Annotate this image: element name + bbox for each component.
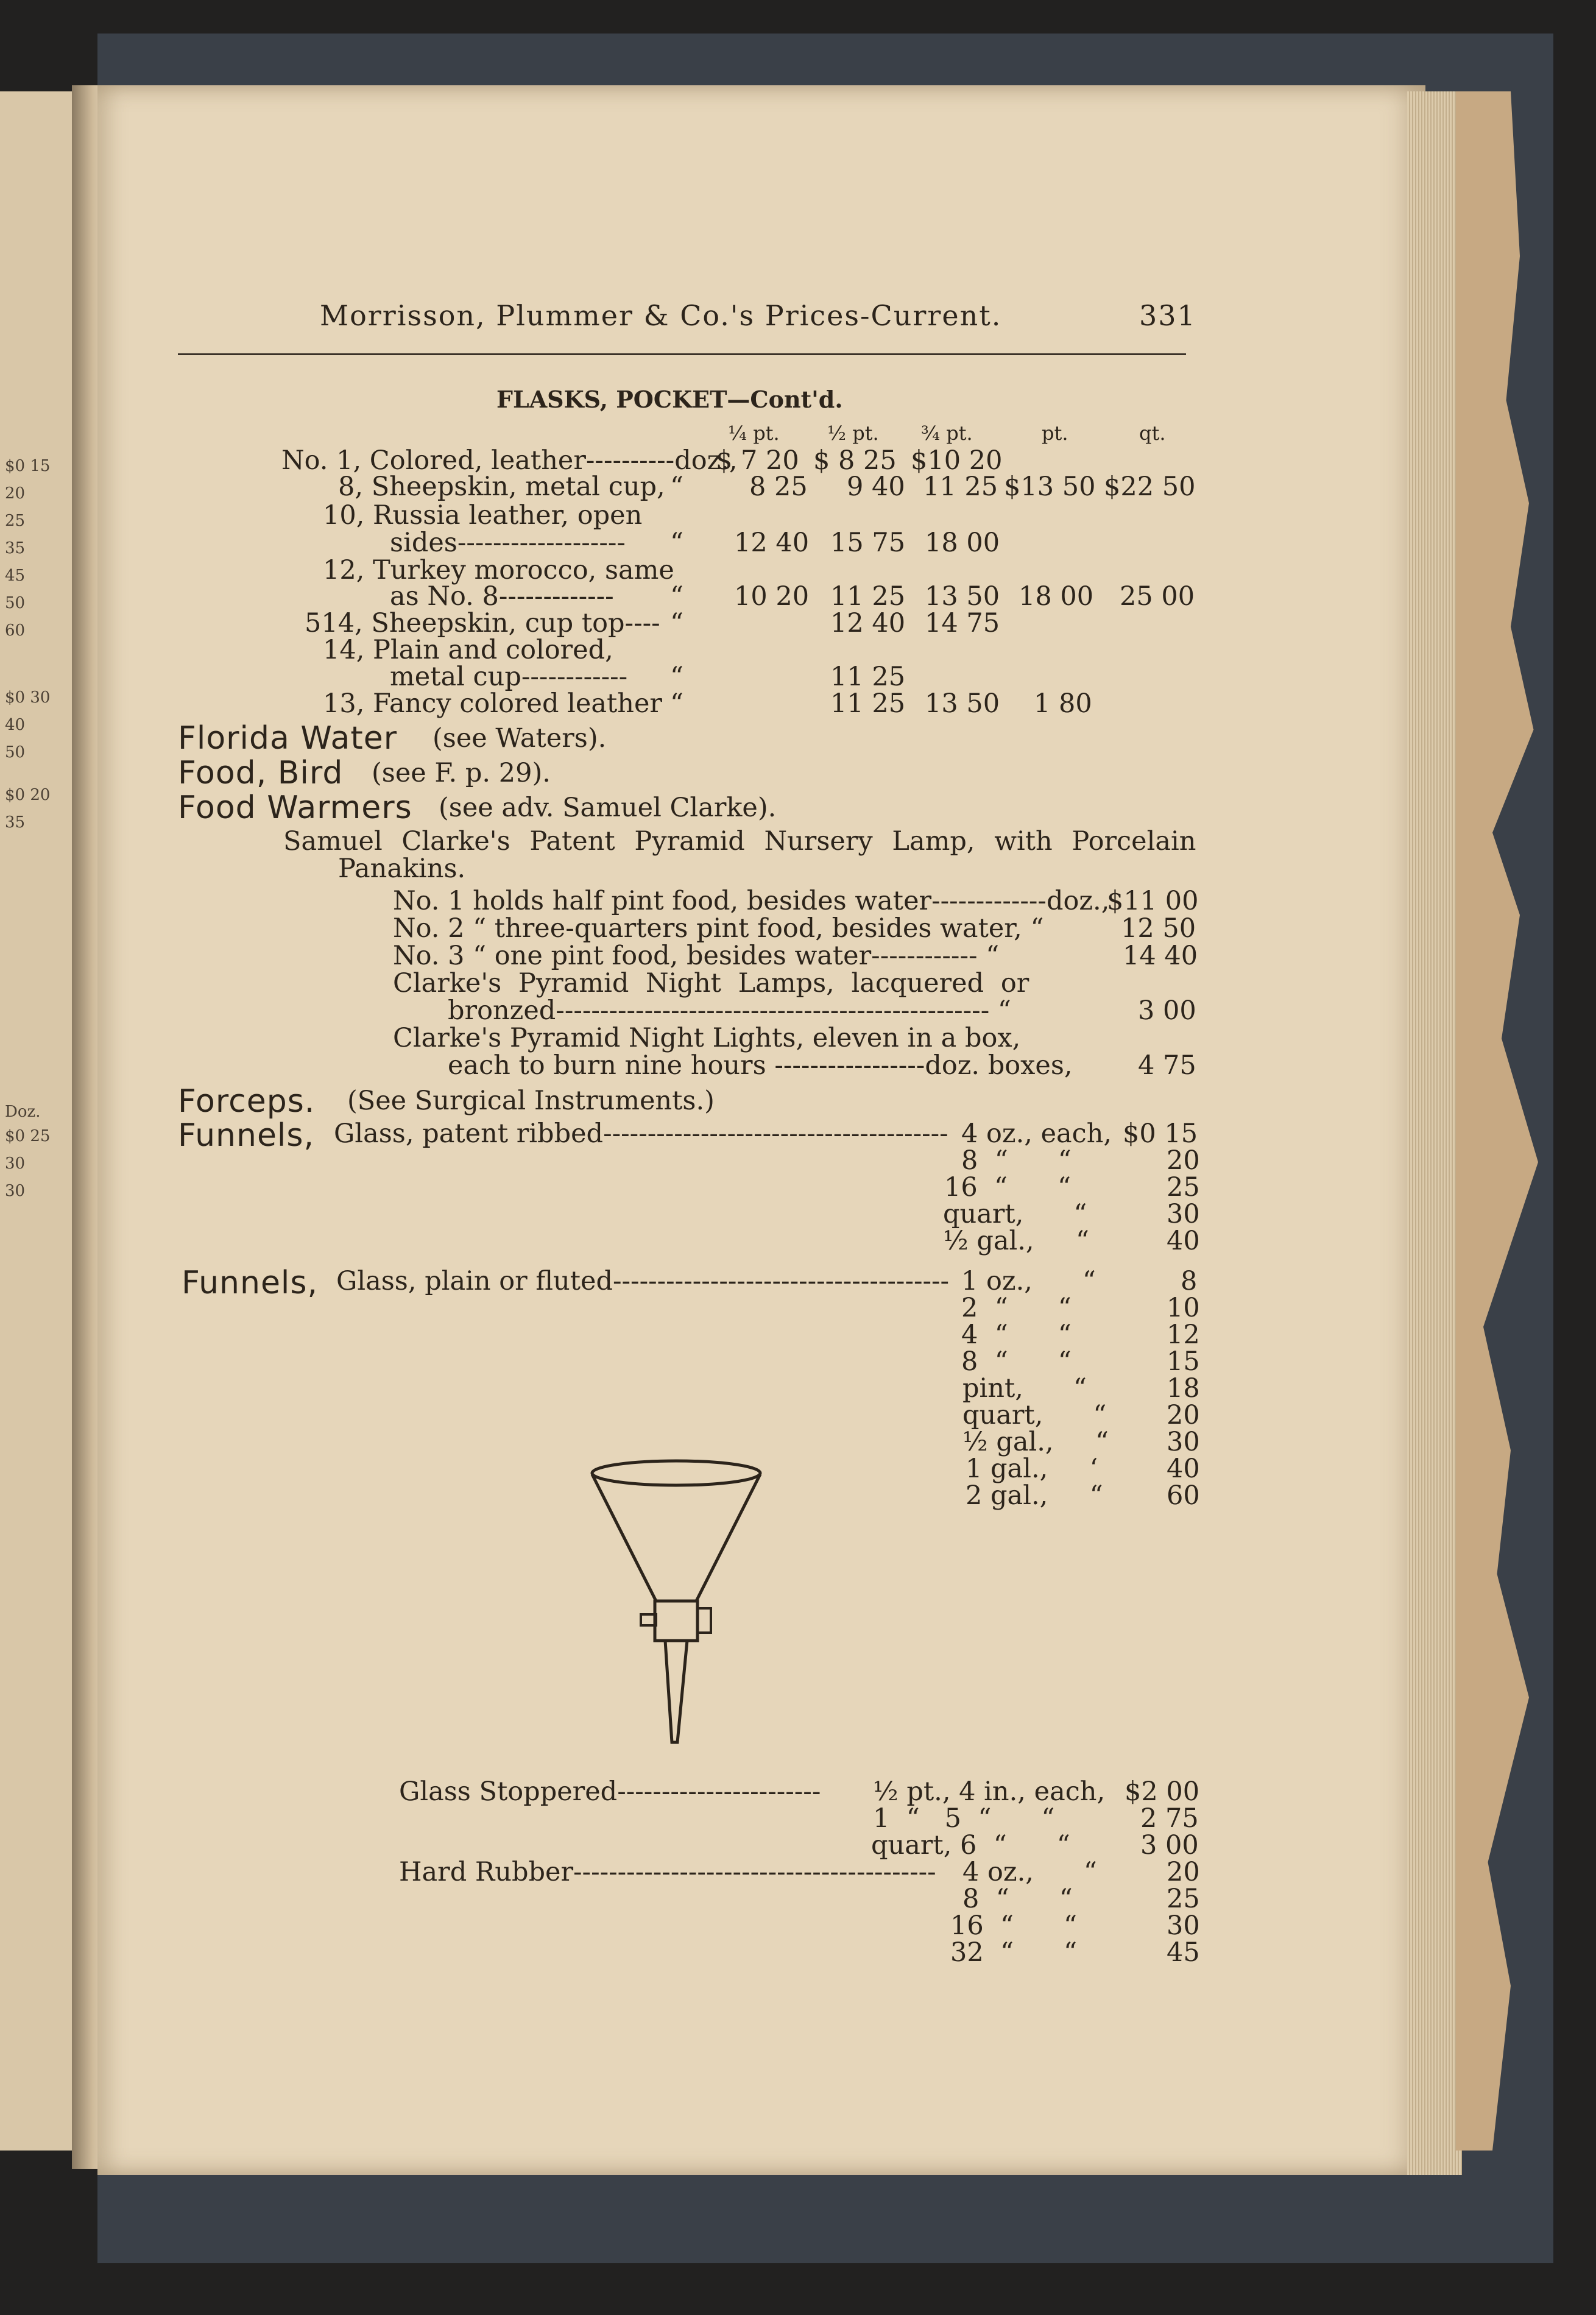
product-description: Samuel Clarke's Patent Pyramid Nursery Lamp, with Porcelain — [283, 826, 1196, 857]
size-cell: 1 oz., “ — [961, 1266, 1096, 1296]
price-cell: 18 00 — [1019, 581, 1094, 612]
price-cell: $13 50 — [1004, 472, 1096, 502]
product-line: Clarke's Pyramid Night Lights, eleven in a box, — [393, 1023, 1021, 1053]
entry-reference: (See Surgical Instruments.) — [347, 1086, 715, 1116]
price-cell: 30 — [1167, 1427, 1200, 1457]
price-cell: 60 — [1167, 1480, 1200, 1511]
price-cell: $0 15 — [1123, 1119, 1198, 1149]
price-cell: 10 20 — [734, 581, 810, 612]
entry-heading: Funnels, — [182, 1265, 318, 1301]
size-cell: 16 “ “ — [944, 1172, 1072, 1203]
size-cell: 32 “ “ — [950, 1937, 1078, 1968]
price-cell: 10 — [1167, 1293, 1200, 1323]
left-page-fragment: 30 — [5, 1182, 26, 1200]
price-cell: 12 — [1167, 1320, 1200, 1350]
product-line: Glass, plain or fluted-------------------------------------- — [336, 1266, 950, 1296]
funnel-illustration — [585, 1456, 768, 1748]
product-line: Clarke's Pyramid Night Lamps, lacquered or — [393, 968, 1029, 998]
left-page-fragment: 35 — [5, 813, 26, 832]
flask-description: 8, Sheepskin, metal cup, — [338, 472, 665, 502]
price-cell: 1 80 — [1034, 688, 1092, 719]
size-cell: quart, “ — [962, 1400, 1107, 1430]
size-cell: quart, 6 “ “ — [871, 1830, 1070, 1861]
left-page-fragment: 25 — [5, 512, 26, 530]
price-cell: $22 50 — [1104, 472, 1196, 502]
flask-description: No. 1, Colored, leather----------doz., — [281, 445, 738, 476]
price-cell: $ 7 20 — [716, 445, 799, 476]
column-header: ½ pt. — [827, 422, 879, 445]
price-cell: 11 25 — [830, 662, 906, 692]
price-cell: 18 — [1167, 1373, 1200, 1404]
column-header: ¼ pt. — [728, 422, 780, 445]
left-page-fragment: 45 — [5, 567, 26, 585]
price-cell: $11 00 — [1107, 886, 1199, 916]
price-cell: 11 25 — [830, 581, 906, 612]
price-cell: 14 40 — [1123, 941, 1198, 971]
left-page-fragment: $0 20 — [5, 786, 51, 804]
left-page-fragment: 50 — [5, 743, 26, 762]
size-cell: 16 “ “ — [950, 1910, 1078, 1941]
left-page-fragment: 60 — [5, 621, 26, 640]
product-line: No. 1 holds half pint food, besides water-------------doz., — [393, 886, 1110, 916]
product-line: Hard Rubber----------------------------------------- — [399, 1857, 936, 1887]
flask-description: sides------------------- — [390, 528, 626, 558]
size-cell: pint, “ — [962, 1373, 1087, 1404]
price-cell: 12 50 — [1121, 913, 1196, 944]
left-page-fragment: Doz. — [5, 1103, 41, 1121]
price-cell: 13 50 — [925, 688, 1000, 719]
product-description: Panakins. — [338, 854, 466, 884]
entry-heading: Funnels, — [178, 1117, 314, 1154]
price-cell: 8 — [1181, 1266, 1198, 1296]
product-line: Glass, patent ribbed--------------------------------------- — [334, 1119, 948, 1149]
price-cell: 20 — [1167, 1857, 1200, 1887]
entry-reference: (see Waters). — [433, 723, 607, 754]
size-cell: quart, “ — [943, 1199, 1087, 1229]
ditto-mark: “ — [670, 662, 683, 692]
price-cell: 30 — [1167, 1910, 1200, 1941]
price-cell: 25 — [1167, 1884, 1200, 1914]
price-cell: 12 40 — [830, 608, 906, 638]
ditto-mark: “ — [670, 528, 683, 558]
price-cell: 25 00 — [1120, 581, 1195, 612]
left-page-fragment: 35 — [5, 539, 26, 557]
price-cell: 14 75 — [925, 608, 1000, 638]
size-cell: 8 “ “ — [961, 1145, 1072, 1176]
size-cell: 2 “ “ — [961, 1293, 1072, 1323]
price-cell: 20 — [1167, 1400, 1200, 1430]
size-cell: ½ gal., “ — [962, 1427, 1109, 1457]
left-page-fragment: 20 — [5, 484, 26, 503]
page-edges — [1407, 91, 1462, 2175]
price-cell: 11 25 — [923, 472, 998, 502]
left-page-fragment: 50 — [5, 594, 26, 612]
product-line: No. 3 “ one pint food, besides water------------ “ — [393, 941, 1000, 971]
price-cell: 12 40 — [734, 528, 810, 558]
price-cell: 15 — [1167, 1346, 1200, 1377]
entry-reference: (see adv. Samuel Clarke). — [439, 793, 777, 823]
price-cell: $ 8 25 — [813, 445, 897, 476]
size-cell: ½ pt., 4 in., each, — [873, 1776, 1106, 1807]
entry-reference: (see F. p. 29). — [372, 758, 551, 788]
ditto-mark: “ — [670, 608, 683, 638]
flask-description: 10, Russia leather, open — [323, 500, 643, 531]
price-cell: 2 75 — [1140, 1803, 1199, 1834]
size-cell: 4 “ “ — [961, 1320, 1072, 1350]
price-cell: 40 — [1167, 1226, 1200, 1256]
column-header: pt. — [1042, 422, 1068, 445]
price-cell: 13 50 — [925, 581, 1000, 612]
product-line: No. 2 “ three-quarters pint food, besides water, “ — [393, 913, 1044, 944]
price-cell: 3 00 — [1140, 1830, 1199, 1861]
flask-description: metal cup------------ — [390, 662, 628, 692]
size-cell: 8 “ “ — [961, 1346, 1072, 1377]
ditto-mark: “ — [670, 472, 683, 502]
size-cell: 1 gal., ‘ — [966, 1454, 1098, 1484]
header-rule — [178, 353, 1186, 355]
size-cell: 4 oz., each, — [961, 1119, 1112, 1149]
left-page-fragment: 30 — [5, 1154, 26, 1173]
price-cell: 45 — [1167, 1937, 1200, 1968]
section-heading: FLASKS, POCKET—Cont'd. — [496, 386, 843, 413]
product-line: each to burn nine hours -----------------doz. boxes, — [448, 1050, 1073, 1081]
flask-description: 12, Turkey morocco, same — [323, 555, 674, 585]
price-cell: 30 — [1167, 1199, 1200, 1229]
flask-description: 514, Sheepskin, cup top---- — [305, 608, 660, 638]
price-cell: 40 — [1167, 1454, 1200, 1484]
price-cell: 18 00 — [925, 528, 1000, 558]
size-cell: 4 oz., “ — [962, 1857, 1097, 1887]
flask-description: 13, Fancy colored leather — [323, 688, 662, 719]
price-cell: 20 — [1167, 1145, 1200, 1176]
left-page-fragment: 40 — [5, 716, 26, 734]
ditto-mark: “ — [670, 581, 683, 612]
ditto-mark: “ — [670, 688, 683, 719]
flask-description: as No. 8------------- — [390, 581, 614, 612]
price-cell: 3 00 — [1138, 995, 1196, 1026]
column-header: ¾ pt. — [921, 422, 973, 445]
product-line: Glass Stoppered----------------------- — [399, 1776, 821, 1807]
price-cell: 9 40 — [847, 472, 905, 502]
flask-description: 14, Plain and colored, — [323, 635, 613, 665]
left-page-fragment: $0 25 — [5, 1127, 51, 1145]
size-cell: 8 “ “ — [962, 1884, 1073, 1914]
running-header: Morrisson, Plummer & Co.'s Prices-Current. — [320, 299, 1002, 332]
entry-heading: Food Warmers — [178, 790, 412, 826]
page-number: 331 — [1139, 299, 1196, 332]
price-cell: 4 75 — [1138, 1050, 1196, 1081]
price-cell: 8 25 — [749, 472, 808, 502]
price-cell: $2 00 — [1125, 1776, 1200, 1807]
product-line: bronzed------------------------------------------------- “ — [448, 995, 1011, 1026]
price-cell: 25 — [1167, 1172, 1200, 1203]
left-page-edge — [0, 91, 79, 2151]
price-cell: $10 20 — [911, 445, 1003, 476]
entry-heading: Food, Bird — [178, 755, 344, 791]
price-cell: 11 25 — [830, 688, 906, 719]
size-cell: 2 gal., “ — [966, 1480, 1103, 1511]
size-cell: ½ gal., “ — [943, 1226, 1089, 1256]
left-page-fragment: $0 15 — [5, 457, 51, 475]
size-cell: 1 “ 5 “ “ — [873, 1803, 1055, 1834]
entry-heading: Forceps. — [178, 1083, 316, 1120]
left-page-fragment: $0 30 — [5, 688, 51, 707]
price-cell: 15 75 — [830, 528, 906, 558]
entry-heading: Florida Water — [178, 720, 398, 757]
column-header: qt. — [1139, 422, 1166, 445]
